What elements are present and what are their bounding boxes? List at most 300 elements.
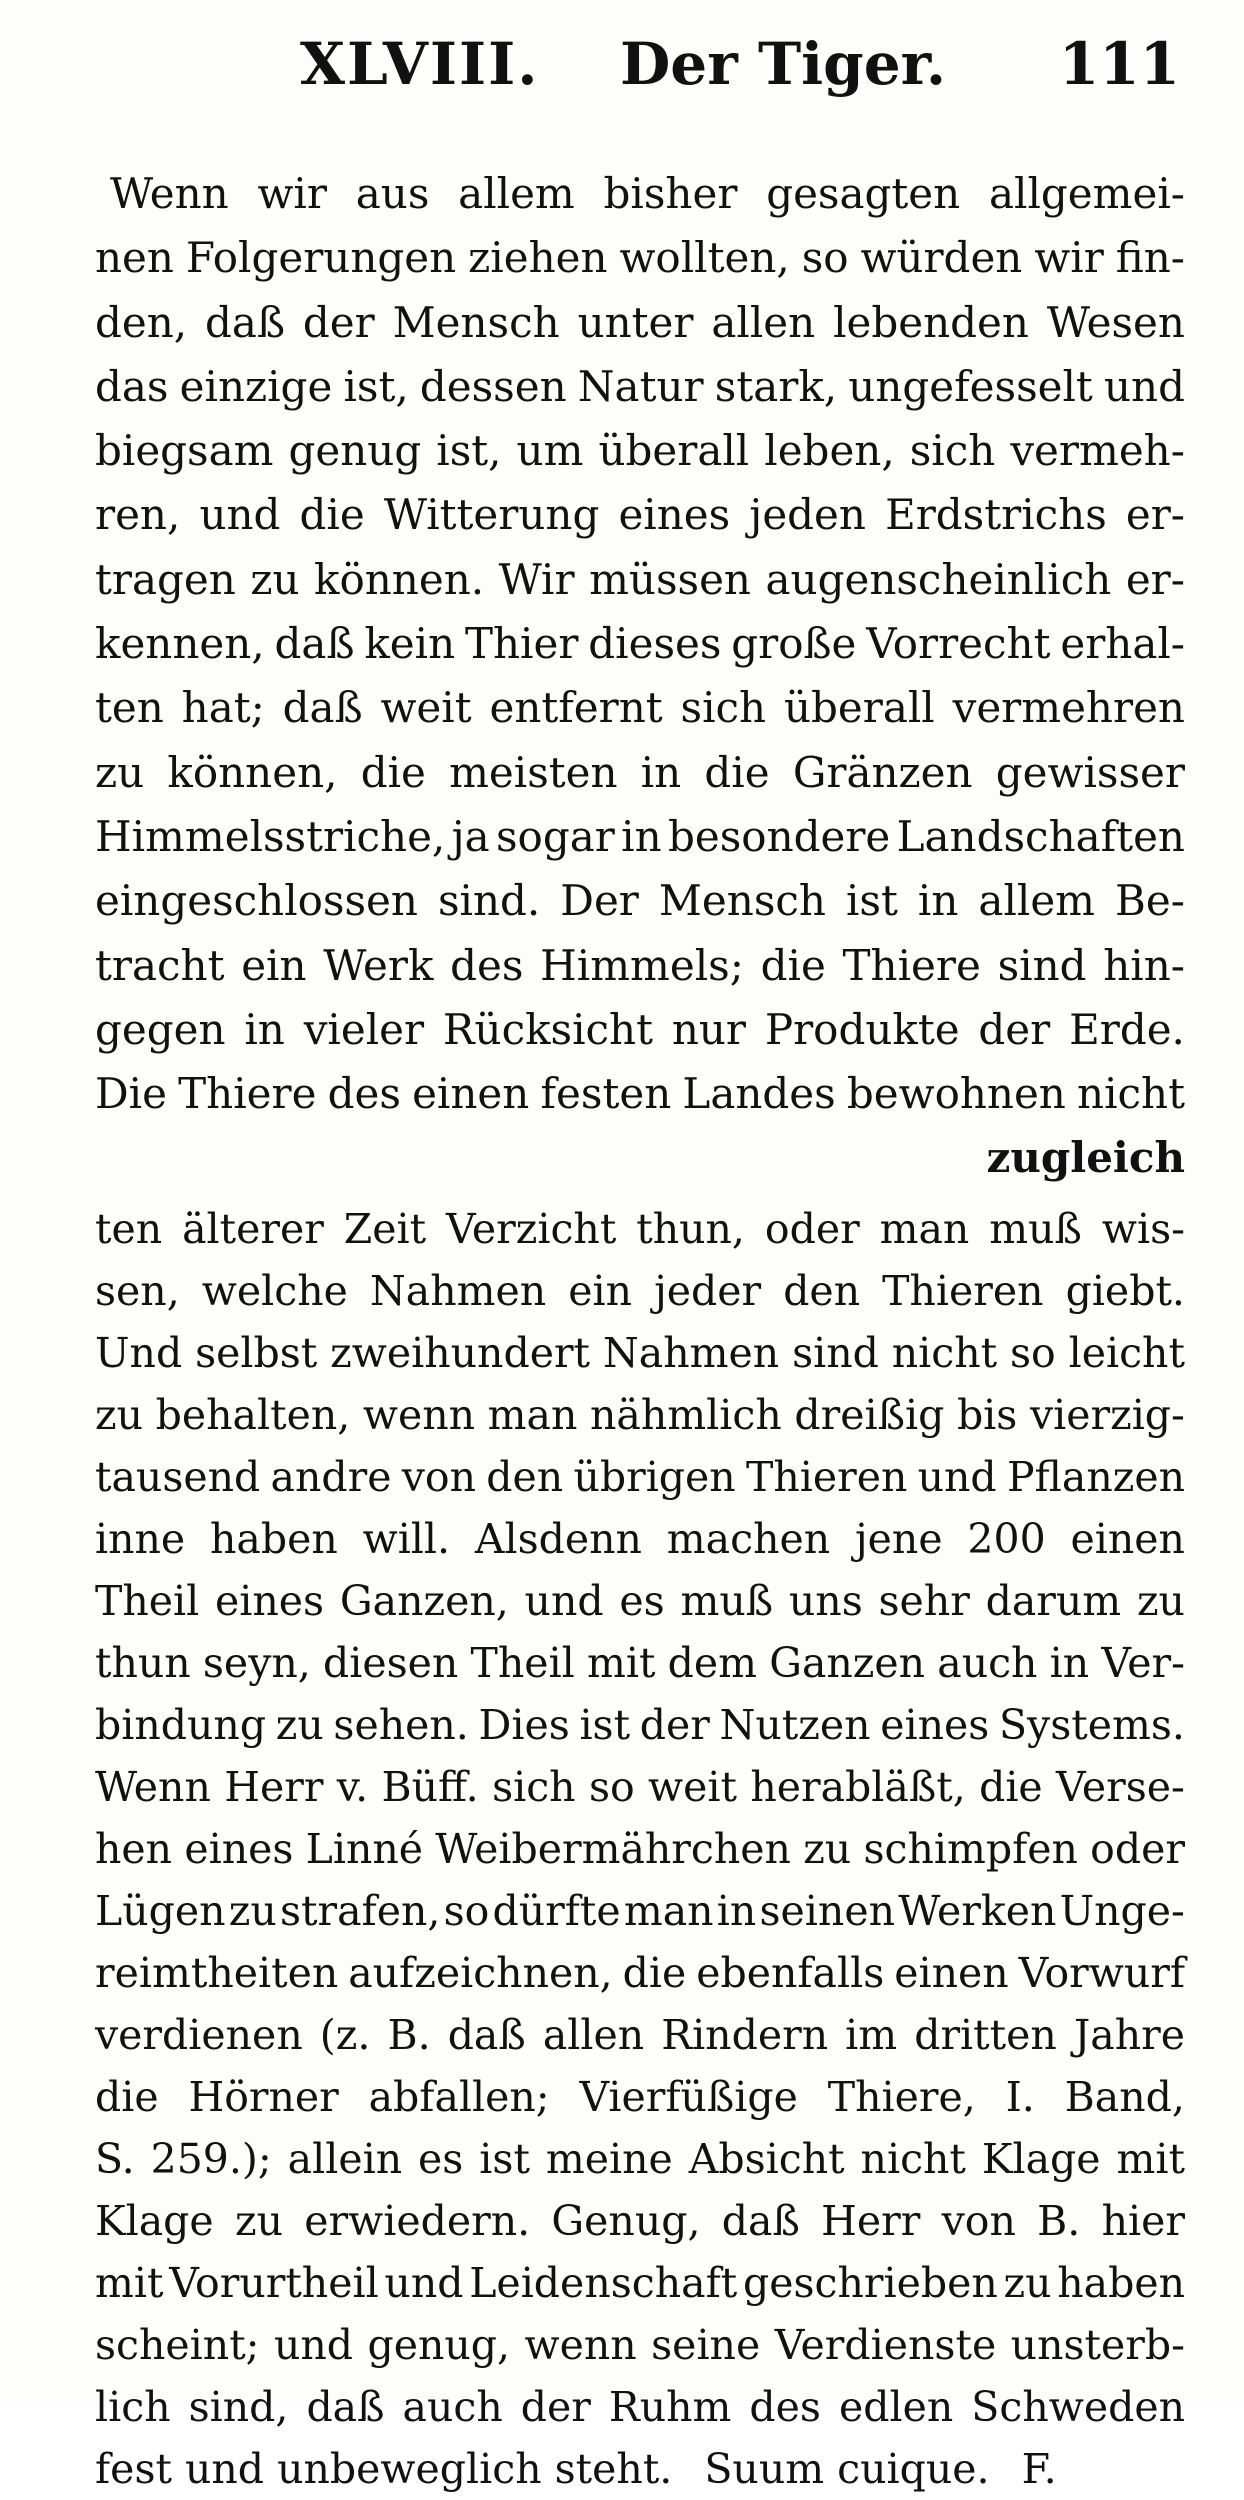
word: scheint; (95, 2321, 260, 2369)
word: den (783, 1267, 861, 1315)
word: eingeschlossen (95, 876, 418, 926)
word: Himmels; (540, 940, 744, 990)
word: nicht (891, 1329, 998, 1377)
word: genug (288, 426, 422, 476)
text-line (95, 1818, 1185, 1880)
word: biegsam (95, 426, 274, 476)
word: und (917, 1453, 997, 1501)
word: einen (894, 1949, 1009, 1997)
word: lebenden (833, 297, 1029, 347)
word: ungefesselt (848, 361, 1093, 411)
word: so (1010, 1329, 1056, 1377)
word: Thiere, (827, 2073, 976, 2121)
spacer (672, 2438, 704, 2500)
word: Mensch (392, 297, 560, 347)
word: mit (1116, 2135, 1185, 2183)
word: augenscheinlich (765, 554, 1112, 604)
closing-line (95, 2438, 1185, 2500)
word: jeden (749, 490, 866, 540)
word: Hörner (188, 2073, 339, 2121)
word: daß (274, 619, 355, 669)
word: Produkte (764, 1004, 960, 1054)
word: Klage (95, 2197, 214, 2245)
text-line (95, 1446, 1185, 1508)
word: hier (1101, 2197, 1185, 2245)
word: lich (95, 2383, 171, 2431)
word: thun, (636, 1205, 745, 1253)
word: sich (909, 426, 996, 476)
word: dreißig (794, 1391, 945, 1439)
word: Lügen (95, 1887, 226, 1935)
word: ebenfalls (696, 1949, 885, 1997)
word: Nahmen (602, 1329, 780, 1377)
word: tragen (95, 554, 236, 604)
word: andre (270, 1453, 392, 1501)
word: den (486, 1453, 564, 1501)
word: sind (997, 940, 1087, 990)
word: die (760, 940, 826, 990)
text-line (95, 548, 1185, 612)
word: eines (880, 1701, 990, 1749)
word: sind, (188, 2383, 289, 2431)
word: würden (860, 233, 1023, 283)
word: thun (95, 1639, 191, 1687)
text-line (95, 2314, 1185, 2376)
word: so (801, 233, 849, 283)
word: der (520, 2383, 591, 2431)
word: Und (95, 1329, 183, 1377)
word: Erde. (1069, 1004, 1185, 1054)
word: im (845, 2011, 898, 2059)
word: auch (937, 1639, 1038, 1687)
word: festen (540, 1069, 672, 1119)
word: hen (95, 1825, 173, 1873)
word: müssen (589, 554, 751, 604)
word: machen (666, 1515, 831, 1563)
word: und (199, 490, 281, 540)
word: zweihundert (330, 1329, 591, 1377)
word: giebt. (1065, 1267, 1185, 1315)
word: oder (1090, 1825, 1185, 1873)
closing-text: fest und unbeweglich steht. (95, 2445, 673, 2493)
chapter-number: XLVIII. (300, 30, 540, 98)
catchword: zugleich (986, 1133, 1185, 1183)
word: das (95, 361, 169, 411)
word: Büff. (381, 1763, 479, 1811)
word: Vorwurf (1018, 1949, 1185, 1997)
word: verdienen (95, 2011, 303, 2059)
text-line (95, 226, 1185, 290)
word: sich (680, 683, 767, 733)
word: muß (989, 1205, 1082, 1253)
text-line (95, 2004, 1185, 2066)
word: wenn (362, 1391, 476, 1439)
word: der (302, 297, 375, 347)
word: vierzig- (1029, 1391, 1185, 1439)
text-line (95, 1198, 1185, 1260)
word: älterer (182, 1205, 324, 1253)
word: bindung (95, 1701, 267, 1749)
word: jene (854, 1515, 943, 1563)
word: sehen. (333, 1701, 469, 1749)
word: seinen (759, 1887, 895, 1935)
word: haben (210, 1515, 338, 1563)
word: sind. (437, 876, 541, 926)
word: in (621, 811, 662, 861)
word: entfernt (489, 683, 663, 733)
word: Nahmen (369, 1267, 547, 1315)
word: seine (651, 2321, 761, 2369)
word: Verzicht (446, 1205, 617, 1253)
word: daß (282, 683, 363, 733)
word: welche (201, 1267, 348, 1315)
word: Der (560, 876, 639, 926)
word: einzige (179, 361, 333, 411)
word: können. (314, 554, 485, 604)
word: in (640, 747, 682, 797)
word: in (1049, 1639, 1090, 1687)
word: Witterung (383, 490, 600, 540)
word: überall (598, 426, 750, 476)
word: herabläßt, (750, 1763, 966, 1811)
word: ten (95, 683, 164, 733)
word: Schweden (971, 2383, 1185, 2431)
text-line (95, 1942, 1185, 2004)
text-line (95, 2190, 1185, 2252)
word: behalten, (155, 1391, 351, 1439)
word: er- (1125, 490, 1185, 540)
word: Thieren (745, 1453, 908, 1501)
word: Mensch (658, 876, 826, 926)
word: ziehen (468, 233, 608, 283)
word: von (401, 1453, 477, 1501)
word: Theil (95, 1577, 200, 1625)
word: jeder (654, 1267, 762, 1315)
text-line (95, 2066, 1185, 2128)
motto-text: Suum cuique. (704, 2445, 990, 2493)
word: die (360, 747, 426, 797)
word: meine (545, 2135, 673, 2183)
word: mit (586, 1639, 656, 1687)
word: Folgerungen (185, 233, 457, 283)
text-line (95, 1880, 1185, 1942)
word: Jahre (1073, 2011, 1185, 2059)
text-line (95, 1322, 1185, 1384)
word: Ver- (1101, 1639, 1185, 1687)
word: allem (978, 876, 1096, 926)
word: fin- (1115, 233, 1185, 283)
word: zu (95, 747, 145, 797)
word: Himmelsstriche, (95, 811, 446, 861)
word: große (731, 619, 857, 669)
word: tracht (95, 940, 225, 990)
word: des (749, 2383, 821, 2431)
word: 200 (967, 1515, 1046, 1563)
word: die (704, 747, 770, 797)
word: gewisser (995, 747, 1185, 797)
word: nur (671, 1004, 747, 1054)
word: Thier (464, 619, 579, 669)
word: Wenn (110, 169, 229, 218)
word: Ruhm (608, 2383, 732, 2431)
word: Unge- (1059, 1887, 1185, 1935)
word: Absicht (688, 2135, 845, 2183)
text-line (95, 1756, 1185, 1818)
word: nicht (860, 2135, 966, 2183)
word: reimtheiten (95, 1949, 339, 1997)
word: kein (364, 619, 456, 669)
word: Dies (478, 1701, 570, 1749)
word: Theil (470, 1639, 575, 1687)
word: den, (95, 297, 188, 347)
word: dieses (588, 619, 722, 669)
word: die (622, 1949, 687, 1997)
word: in (716, 1887, 757, 1935)
word: zu (228, 1887, 277, 1935)
word: allein (287, 2135, 403, 2183)
word: Vorrecht (866, 619, 1051, 669)
word: von (941, 2197, 1016, 2245)
word: eines (618, 490, 731, 540)
word: man (879, 1205, 970, 1253)
word: geschrieben (742, 2259, 998, 2307)
word: Verse- (1056, 1763, 1185, 1811)
word: inne (95, 1515, 186, 1563)
text-line (95, 2376, 1185, 2438)
text-line (95, 1062, 1185, 1126)
word: allen (542, 2011, 645, 2059)
word: genug, (367, 2321, 511, 2369)
word: zu (250, 554, 300, 604)
word: allem (458, 169, 575, 218)
word: vieler (303, 1004, 425, 1054)
word: S. (95, 2135, 135, 2183)
word: bewohnen (846, 1069, 1066, 1119)
word: Natur (577, 361, 704, 411)
word: allen (711, 297, 816, 347)
text-line (95, 934, 1185, 998)
word: Rücksicht (442, 1004, 653, 1054)
word: Verdienste (774, 2321, 997, 2369)
word: Ganzen (769, 1639, 926, 1687)
word: Be- (1115, 876, 1185, 926)
text-line (95, 612, 1185, 676)
word: Die (95, 1069, 167, 1119)
text-line (95, 1508, 1185, 1570)
text-line (95, 291, 1185, 355)
word: ein (568, 1267, 633, 1315)
chapter-title: Der Tiger. (620, 30, 947, 98)
word: daß (205, 297, 286, 347)
spacer (990, 2438, 1022, 2500)
word: die (95, 2073, 159, 2121)
word: hat; (181, 683, 265, 733)
word: in (244, 1004, 285, 1054)
word: Thiere (842, 940, 981, 990)
word: erhal- (1060, 619, 1185, 669)
word: weit (648, 1763, 737, 1811)
word: zu (275, 1701, 324, 1749)
word: strafen, (279, 1887, 441, 1935)
word: dem (667, 1639, 757, 1687)
word: des (450, 940, 524, 990)
word: tausend (95, 1453, 261, 1501)
word: die (979, 1763, 1043, 1811)
word: ren, (95, 490, 181, 540)
word: allgemei- (988, 169, 1185, 218)
word: Nutzen (719, 1701, 871, 1749)
word: bis (956, 1391, 1018, 1439)
word: muß (680, 1577, 774, 1625)
text-line (95, 741, 1185, 805)
word: zu (1136, 1577, 1185, 1625)
word: Wenn (95, 1763, 211, 1811)
word: Herr (821, 2197, 921, 2245)
word: (z. (319, 2011, 371, 2059)
text-line (95, 869, 1185, 933)
text-line (95, 419, 1185, 483)
word: ein (241, 940, 307, 990)
word: Wir (498, 554, 575, 604)
word: und (1103, 361, 1185, 411)
text-line (95, 2128, 1185, 2190)
word: hin- (1103, 940, 1185, 990)
text-line (95, 1694, 1185, 1756)
word: sind (792, 1329, 879, 1377)
word: und (524, 1577, 604, 1625)
word: I. (1005, 2073, 1035, 2121)
word: mit (95, 2259, 164, 2307)
word: sen, (95, 1267, 180, 1315)
word: zu (803, 1825, 852, 1873)
word: bisher (603, 169, 738, 218)
word: stark, (714, 361, 838, 411)
word: oder (764, 1205, 860, 1253)
word: Werken (898, 1887, 1057, 1935)
word: die (299, 490, 365, 540)
word: wollten, (619, 233, 790, 283)
word: unter (577, 297, 694, 347)
word: Wesen (1046, 297, 1185, 347)
word: sich (492, 1763, 576, 1811)
word: v. (336, 1763, 369, 1811)
running-header (100, 30, 1180, 120)
word: können, (167, 747, 338, 797)
word: Systems. (998, 1701, 1185, 1749)
word: Band, (1064, 2073, 1185, 2121)
text-line (95, 805, 1185, 869)
word: so (443, 1887, 490, 1935)
word: aufzeichnen, (348, 1949, 613, 1997)
word: dürfte (492, 1887, 621, 1935)
word: Landschaften (896, 811, 1185, 861)
text-line (95, 2252, 1185, 2314)
word: Ganzen, (339, 1577, 509, 1625)
page-number: 111 (1058, 30, 1180, 98)
word: nicht (1077, 1069, 1185, 1119)
word: edlen (838, 2383, 954, 2431)
word: vermeh- (1010, 426, 1185, 476)
word: Genug, (551, 2197, 701, 2245)
word: Alsdenn (474, 1515, 642, 1563)
word: meisten (449, 747, 618, 797)
word: es (418, 2135, 464, 2183)
word: ja (451, 811, 490, 861)
word: Thiere (178, 1069, 317, 1119)
word: Klage (981, 2135, 1101, 2183)
catchword-line (95, 1126, 1185, 1190)
word: kennen, (95, 619, 265, 669)
word: ist, (436, 426, 502, 476)
word: daß (447, 2011, 526, 2059)
word: vermehren (952, 683, 1185, 733)
word: nen (95, 233, 174, 283)
word: ist (579, 1701, 631, 1749)
word: seyn, (202, 1639, 311, 1687)
text-line (95, 998, 1185, 1062)
text-line (95, 1260, 1185, 1322)
word: Leidenschaft (469, 2259, 738, 2307)
word: so (588, 1763, 635, 1811)
word: ist (479, 2135, 530, 2183)
word: nähmlich (590, 1391, 782, 1439)
word: B. (1037, 2197, 1081, 2245)
word: besondere (667, 811, 891, 861)
word: erwiedern. (304, 2197, 531, 2245)
word: man (487, 1391, 578, 1439)
word: daß (721, 2197, 800, 2245)
word: wis- (1101, 1205, 1185, 1253)
word: dessen (419, 361, 567, 411)
word: eines (215, 1577, 325, 1625)
word: uns (788, 1577, 863, 1625)
word: selbst (195, 1329, 318, 1377)
word: diesen (322, 1639, 459, 1687)
word: es (619, 1577, 665, 1625)
word: aus (355, 169, 430, 218)
word: in (917, 876, 959, 926)
word: B. (387, 2011, 431, 2059)
word: gegen (95, 1004, 226, 1054)
word: Gränzen (792, 747, 973, 797)
word: darum (985, 1577, 1122, 1625)
word: Zeit (343, 1205, 427, 1253)
word: und (273, 2321, 353, 2369)
word: Werk (323, 940, 434, 990)
word: zu (1003, 2259, 1052, 2307)
word: ist, (343, 361, 409, 411)
text-line (95, 1384, 1185, 1446)
word: er- (1125, 554, 1185, 604)
word: sehr (878, 1577, 970, 1625)
word: Landes (682, 1069, 836, 1119)
footnote-text-block (95, 1198, 1185, 2500)
word: zu (95, 1391, 144, 1439)
text-line (95, 483, 1185, 547)
word: weit (380, 683, 472, 733)
word: Pflanzen (1006, 1453, 1185, 1501)
word: schimpfen (863, 1825, 1078, 1873)
word: haben (1057, 2259, 1185, 2307)
word: ist (846, 876, 898, 926)
word: übrigen (573, 1453, 736, 1501)
text-line (95, 355, 1185, 419)
word: Weibermährchen (435, 1825, 791, 1873)
word: leicht (1068, 1329, 1185, 1377)
word: abfallen; (368, 2073, 550, 2121)
word: 259.); (150, 2135, 272, 2183)
word: will. (362, 1515, 451, 1563)
